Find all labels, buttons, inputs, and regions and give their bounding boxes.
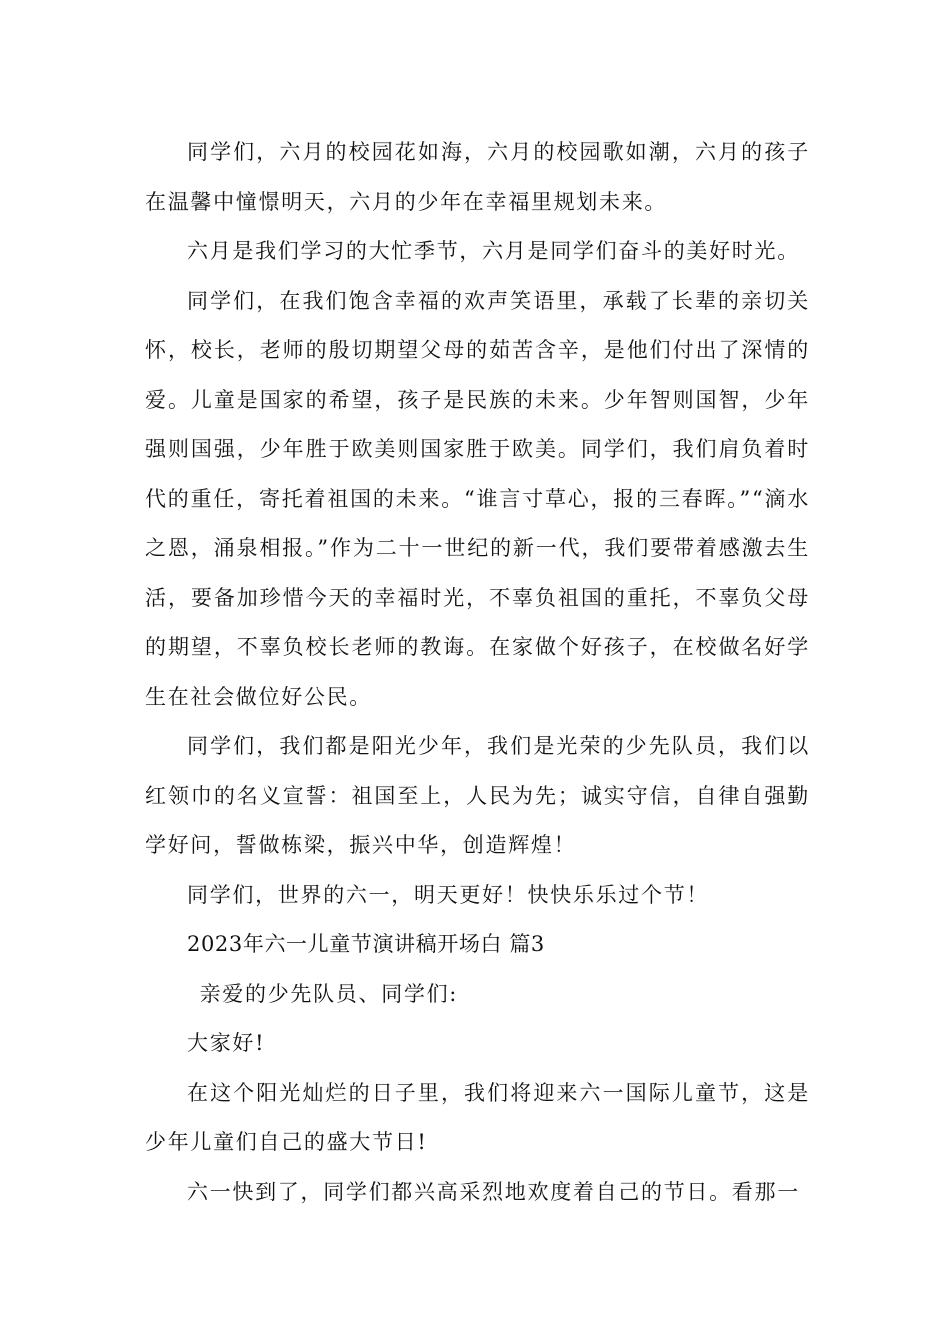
paragraph-greeting: 大家好!: [187, 1031, 266, 1055]
paragraph-salutation: 亲爱的少先队员、同学们:: [199, 981, 459, 1006]
paragraph-sunny-day: 在这个阳光灿烂的日子里，我们将迎来六一国际儿童节，这是少年儿童们自己的盛大节日!: [145, 1080, 810, 1154]
paragraph-celebration: 六一快到了，同学们都兴高采烈地欢度着自己的节日。看那一: [187, 1179, 800, 1204]
paragraph-busy-season: 六月是我们学习的大忙季节，六月是同学们奋斗的美好时光。: [187, 239, 800, 263]
paragraph-gratitude: 同学们，在我们饱含幸福的欢声笑语里，承载了长辈的亲切关怀，校长，老师的殷切期望父母的茹苦含辛，是他们付出了深情的爱。儿童是国家的希望，孩子是民族的未来。少年智则国智，少年强则国强，少年胜于欧美则国家胜于欧美。同学们，我们肩负着时代的重任，寄托着祖国的未来。“谁言寸草心，报的三春晖。”“滴水之恩，涌泉相报。”作为二十一世纪的新一代，我们要带着感激去生活，要备加珍惜今天的幸福时光，不辜负祖国的重托，不辜负父母的期望，不辜负校长老师的教诲。在家做个好孩子，在校做名好学生在社会做位好公民。: [145, 288, 810, 709]
section-heading: 2023年六一儿童节演讲稿开场白 篇3: [187, 932, 545, 956]
document-body: [145, 128, 810, 1217]
paragraph-june-campus: 同学们，六月的校园花如海，六月的校园歌如潮，六月的孩子在温馨中憧憬明天，六月的少年在幸福里规划未来。: [145, 140, 810, 214]
paragraph-oath: 同学们，我们都是阳光少年，我们是光荣的少先队员，我们以红领巾的名义宣誓：祖国至上，人民为先；诚实守信，自律自强勤学好问，誓做栋梁，振兴中华，创造辉煌！: [145, 734, 810, 857]
paragraph-happy-holiday: 同学们，世界的六一，明天更好！快快乐乐过个节！: [187, 882, 710, 907]
